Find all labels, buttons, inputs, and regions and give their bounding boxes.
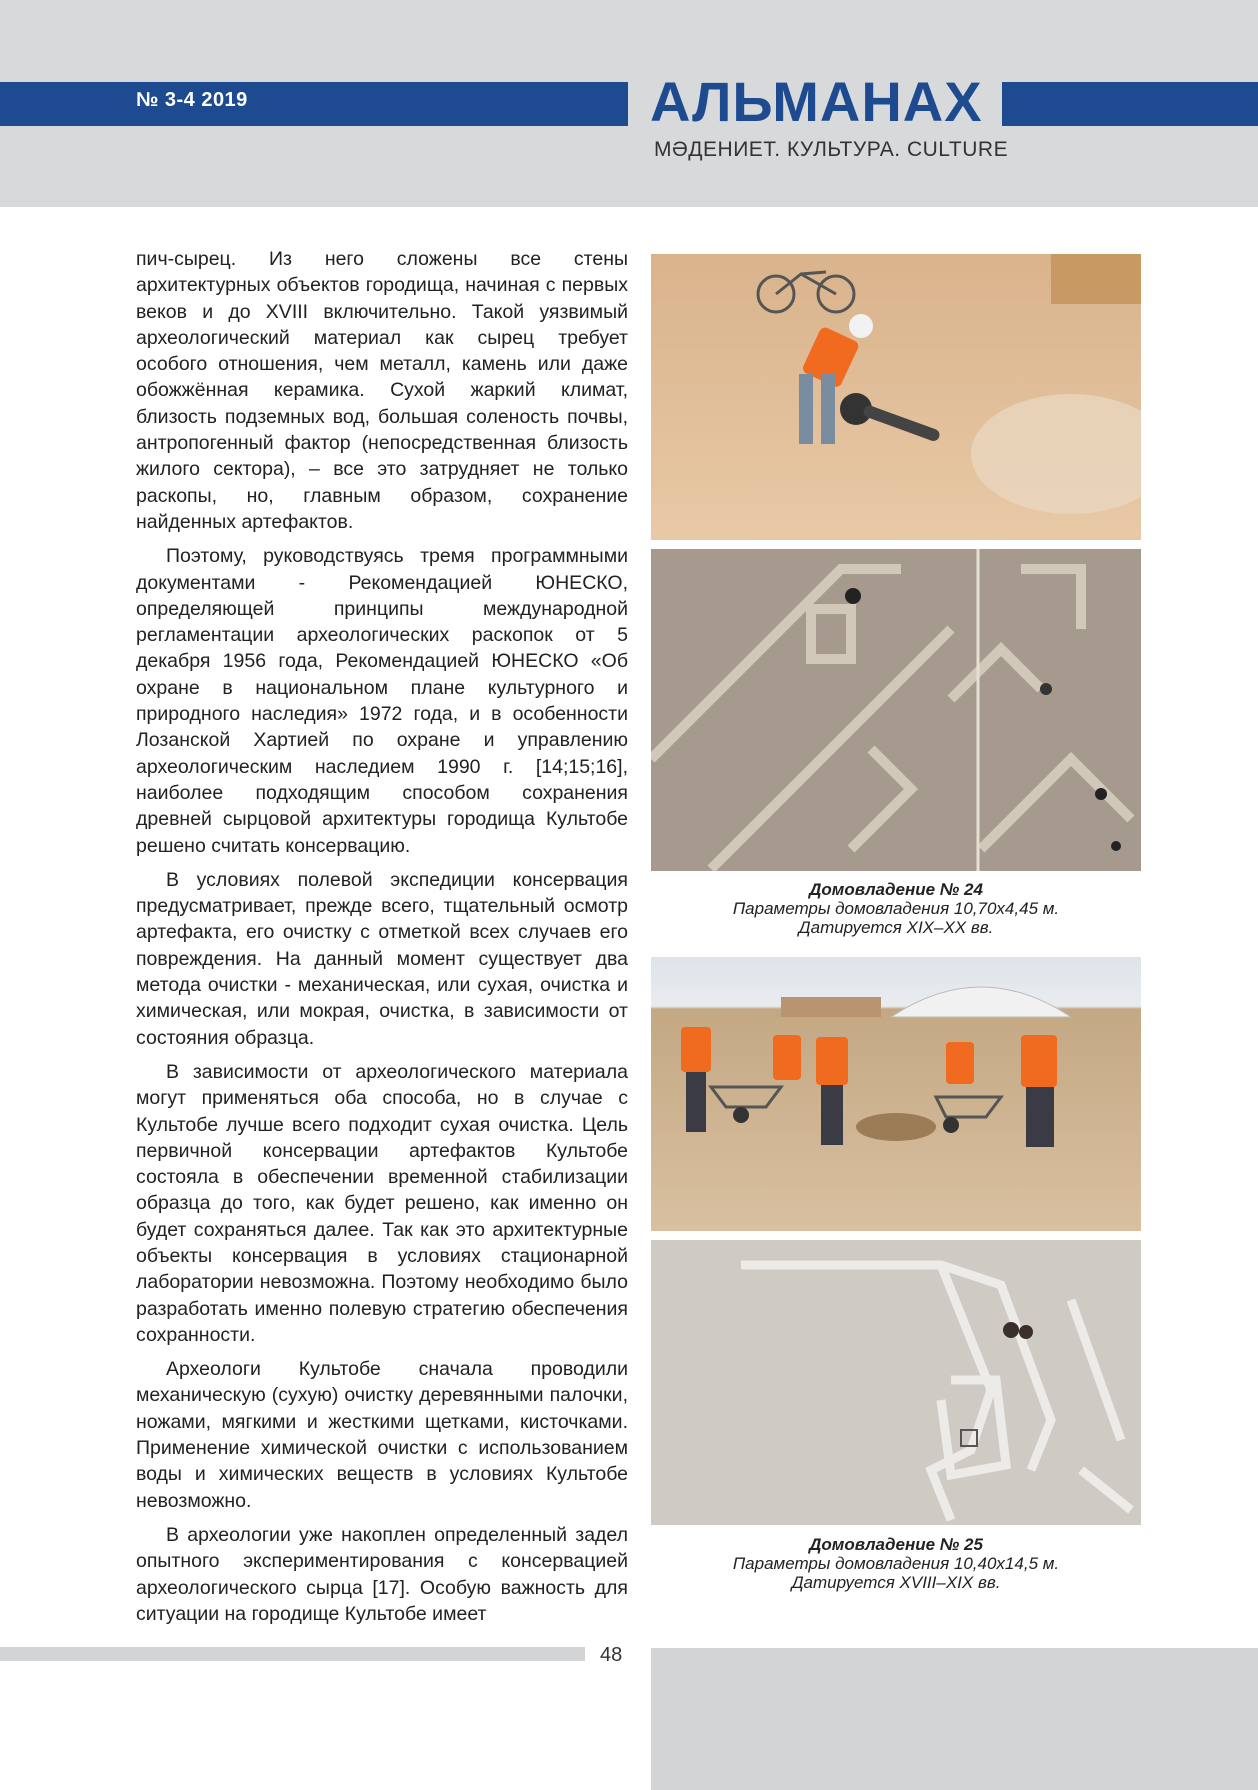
footer-rule [0,1647,585,1661]
journal-subtitle: МӘДЕНИЕТ. КУЛЬТУРА. CULTURE [654,138,1009,161]
paragraph: Археологи Культобе сначала проводили механическую (сухую) очистку деревянными палочки, ножами, мягкими и жесткими щетками, кисточками. Применение химической очистки с использованием воды и химических веществ в условиях Культобе невозможно. [136,1358,628,1512]
caption-line: Датируется XVIII–XIX вв. [791,1573,1001,1592]
article-body [136,246,628,1635]
photo-workers-site [651,957,1141,1231]
paragraph: Поэтому, руководствуясь тремя программными документами - Рекомендацией ЮНЕСКО, определяющей принципы международной регламентации археологических раскопок от 5 декабря 1956 года, Рекомендацией ЮНЕСКО «Об охране в национальном плане культурного и природного наследия» 1972 года, и в особенности Лозанской Хартией по охране и управлению археологическим наследием 1990 г. [14;15;16], наиболее подходящим способом сохранения древней сырцовой архитектуры городища Культобе решено считать консервацию. [136,545,628,857]
journal-title: АЛЬМАНАХ [650,70,983,133]
photo-aerial-excavation-25 [651,1240,1141,1525]
paragraph: В зависимости от археологического материала могут применяться оба способа, но в случае с Культобе лучше всего подходит сухая очистка. Цель первичной консервации артефактов Культобе состояла в обеспечении временной стабилизации образца до того, как будет решено, как именно он будет сохраняться далее. Так как это архитектурные объекты консервация в условиях стационарной лаборатории невозможна. Поэтому необходимо было разработать именно полевую стратегию обеспечения сохранности. [136,1060,628,1346]
paragraph: В археологии уже накоплен определенный задел опытного экспериментирования с консервацией археологического сырца [17]. Особую важность для ситуации на городище Культобе имеет [136,1523,628,1625]
page-number: 48 [600,1644,623,1666]
caption-title: Домовладение № 24 [809,880,983,899]
photo-worker-blower [651,254,1141,540]
caption-title: Домовладение № 25 [809,1535,983,1554]
header-bar-left [0,82,628,126]
caption-house-24 [651,880,1141,937]
caption-house-25 [651,1535,1141,1592]
caption-line: Параметры домовладения 10,70х4,45 м. [732,899,1060,918]
paragraph: В условиях полевой экспедиции консервация предусматривает, прежде всего, тщательный осмотр артефакта, его очистку с отметкой всех случаев его повреждения. На данный момент существует два метода очистки - механическая, или сухая, очистка и химическая, или мокрая, очистка, в зависимости от состояния образца. [136,868,628,1049]
header-bar-right [1002,82,1258,126]
paragraph: пич-сырец. Из него сложены все стены архитектурных объектов городища, начиная с первых веков и до XVIII включительно. Такой уязвимый археологический материал как сырец требует особого отношения, чем металл, камень или даже обожжённая керамика. Сухой жаркий климат, близость подземных вод, большая соленость почвы, антропогенный фактор (непосредственная близость жилого сектора), – все это затрудняет не только раскопы, но, главным образом, сохранение найденных артефактов. [136,248,628,533]
caption-line: Параметры домовладения 10,40х14,5 м. [732,1554,1060,1573]
photo-aerial-excavation-24 [651,549,1141,871]
caption-line: Датируется XIX–XX вв. [798,918,994,937]
issue-number: № 3-4 2019 [136,89,248,111]
footer-block [651,1648,1258,1790]
